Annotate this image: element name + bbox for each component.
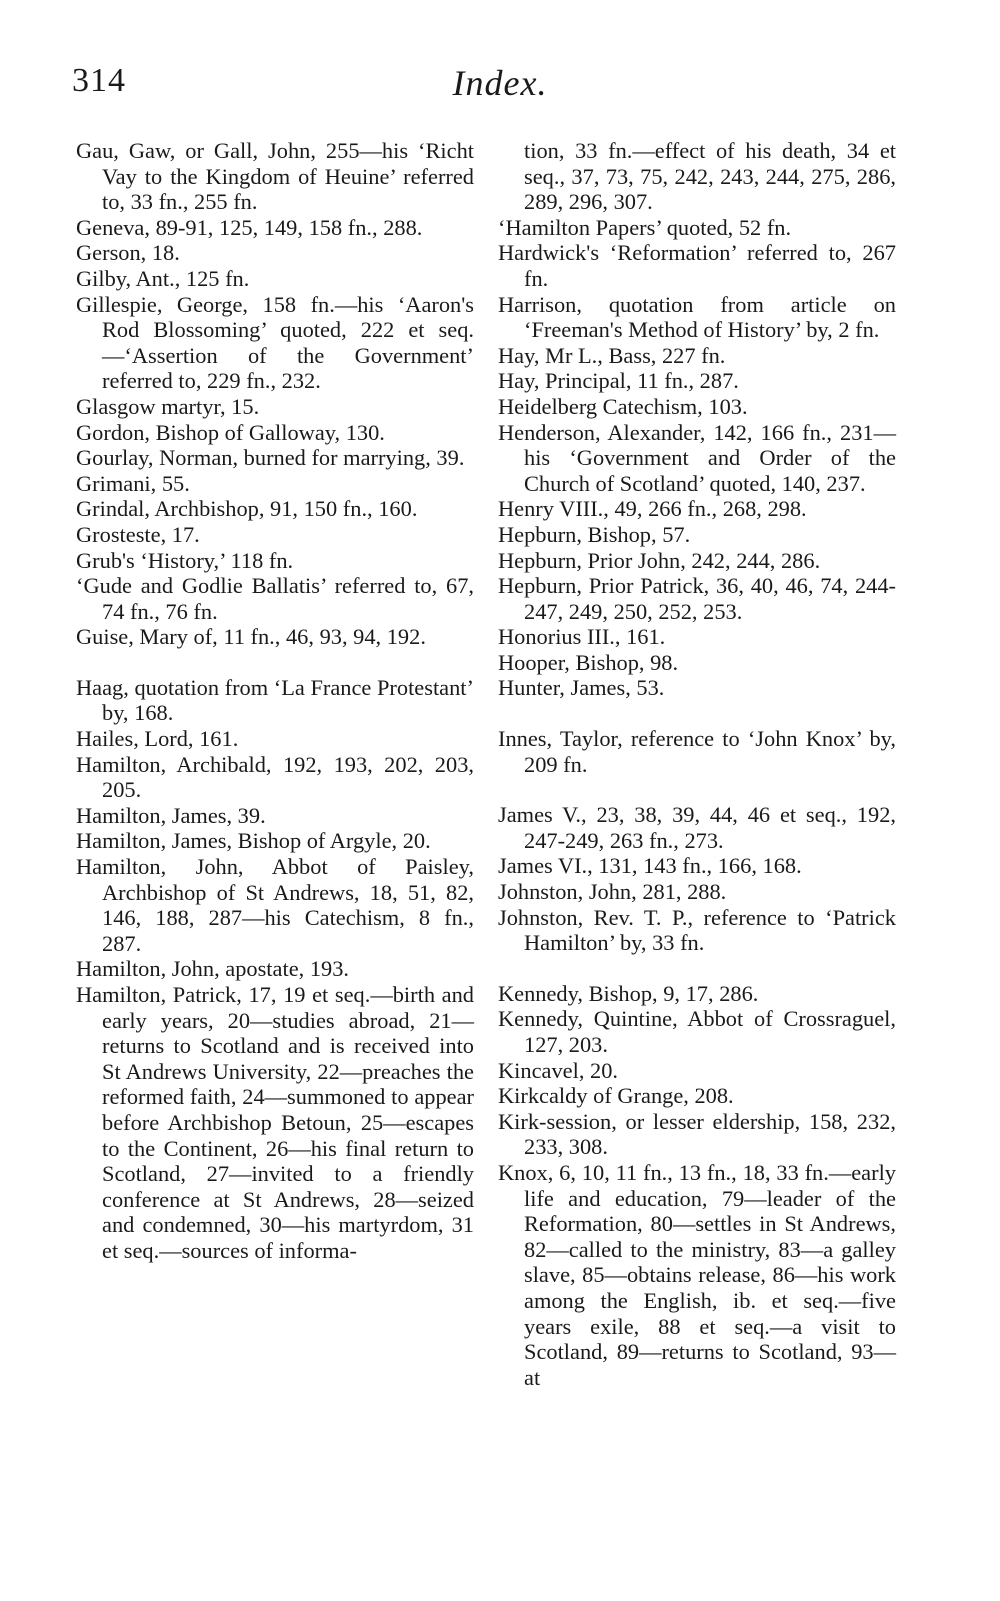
index-entry: Knox, 6, 10, 11 fn., 13 fn., 18, 33 fn.—early life and education, 79—leader of the Reformation, 80—settles in St Andrews, 82—called to the ministry, 83—a galley slave, 85—obtains release, 86—his work among the English, ib. et seq.—five years exile, 88 et seq.—a visit to Scotland, 89—returns to Scotland, 93—at: [498, 1159, 896, 1390]
index-entry: Hooper, Bishop, 98.: [498, 649, 679, 675]
index-entry: Honorius III., 161.: [498, 624, 666, 650]
index-entry: Gourlay, Norman, burned for marrying, 39.: [76, 445, 465, 471]
index-entry: Hepburn, Bishop, 57.: [498, 521, 691, 547]
page-title: Index.: [452, 63, 548, 103]
section-gap: [498, 956, 896, 981]
index-entry: Gillespie, George, 158 fn.—his ‘Aaron's Rod Blossoming’ quoted, 222 et seq.—‘Assertion of the Government’ referred to, 229 fn., 232.: [76, 291, 474, 394]
index-entry: Kincavel, 20.: [498, 1057, 618, 1083]
index-entry: Gerson, 18.: [76, 240, 180, 266]
index-entry: Harrison, quotation from article on ‘Freeman's Method of History’ by, 2 fn.: [498, 291, 896, 343]
index-entry: Hepburn, Prior John, 242, 244, 286.: [498, 547, 821, 573]
index-entry: Hunter, James, 53.: [498, 675, 665, 701]
index-entry: Hamilton, John, apostate, 193.: [76, 956, 350, 982]
index-entry: Kirk-session, or lesser eldership, 158, 232, 233, 308.: [498, 1108, 896, 1160]
index-entry: Kennedy, Bishop, 9, 17, 286.: [498, 980, 759, 1006]
index-entry: James VI., 131, 143 fn., 166, 168.: [498, 853, 802, 879]
index-entry: Hepburn, Prior Patrick, 36, 40, 46, 74, 244-247, 249, 250, 252, 253.: [498, 573, 896, 624]
index-entry: tion, 33 fn.—effect of his death, 34 et seq., 37, 73, 75, 242, 243, 244, 275, 286, 289, 296, 307.: [524, 138, 896, 215]
index-entry: Gilby, Ant., 125 fn.: [76, 265, 250, 291]
index-entry: Gordon, Bishop of Galloway, 130.: [76, 419, 385, 445]
index-entry: Johnston, Rev. T. P., reference to ‘Patrick Hamilton’ by, 33 fn.: [498, 904, 896, 956]
index-entry: Haag, quotation from ‘La France Protestant’ by, 168.: [76, 674, 474, 726]
index-entry: ‘Hamilton Papers’ quoted, 52 fn.: [498, 214, 792, 240]
index-entry: Geneva, 89-91, 125, 149, 158 fn., 288.: [76, 214, 423, 240]
section-gap: [76, 650, 474, 675]
index-entry: Kennedy, Quintine, Abbot of Crossraguel, 127, 203.: [498, 1006, 896, 1057]
index-entry: Hamilton, James, Bishop of Argyle, 20.: [76, 828, 431, 854]
index-entry: Grub's ‘History,’ 118 fn.: [76, 547, 294, 573]
section-gap: [498, 777, 896, 802]
index-column-right: [498, 138, 896, 1390]
index-entry: Heidelberg Catechism, 103.: [498, 393, 748, 419]
index-entry: Johnston, John, 281, 288.: [498, 879, 727, 905]
index-entry: Kirkcaldy of Grange, 208.: [498, 1083, 734, 1109]
index-entry: Hay, Mr L., Bass, 227 fn.: [498, 342, 726, 368]
index-entry: Grimani, 55.: [76, 470, 190, 496]
index-entry: Glasgow martyr, 15.: [76, 393, 260, 419]
index-entry: Henry VIII., 49, 266 fn., 268, 298.: [498, 496, 807, 522]
index-entry: Henderson, Alexander, 142, 166 fn., 231—his ‘Government and Order of the Church of Scotland’ quoted, 140, 237.: [498, 419, 896, 496]
index-entry: Innes, Taylor, reference to ‘John Knox’ by, 209 fn.: [498, 726, 896, 777]
index-entry: Hailes, Lord, 161.: [76, 726, 239, 752]
index-entry: Hamilton, John, Abbot of Paisley, Archbishop of St Andrews, 18, 51, 82, 146, 188, 287—his Catechism, 8 fn., 287.: [76, 854, 474, 956]
index-entry: Hay, Principal, 11 fn., 287.: [498, 368, 739, 394]
index-entry: Guise, Mary of, 11 fn., 46, 93, 94, 192.: [76, 624, 426, 650]
index-entry: Hardwick's ‘Reformation’ referred to, 267 fn.: [498, 240, 896, 291]
section-gap: [498, 701, 896, 726]
index-entry: James V., 23, 38, 39, 44, 46 et seq., 192, 247-249, 263 fn., 273.: [498, 802, 896, 853]
page-number: 314: [72, 62, 126, 99]
index-column-left: [76, 138, 474, 1264]
index-entry: Hamilton, James, 39.: [76, 802, 266, 828]
index-entry: Grosteste, 17.: [76, 521, 200, 547]
index-entry: ‘Gude and Godlie Ballatis’ referred to, 67, 74 fn., 76 fn.: [76, 573, 474, 624]
index-entry: Hamilton, Archibald, 192, 193, 202, 203, 205.: [76, 751, 474, 803]
index-entry: Gau, Gaw, or Gall, John, 255—his ‘Richt Vay to the Kingdom of Heuine’ referred to, 33 fn., 255 fn.: [76, 138, 474, 215]
index-entry: Grindal, Archbishop, 91, 150 fn., 160.: [76, 496, 418, 522]
index-entry: Hamilton, Patrick, 17, 19 et seq.—birth and early years, 20—studies abroad, 21—returns to Scotland and is received into St Andrews University, 22—preaches the reformed faith, 24—summoned to appear before Archbishop Betoun, 25—escapes to the Continent, 26—his final return to Scotland, 27—invited to a friendly conference at St Andrews, 28—seized and condemned, 30—his martyrdom, 31 et seq.—sources of informa-: [76, 982, 474, 1263]
